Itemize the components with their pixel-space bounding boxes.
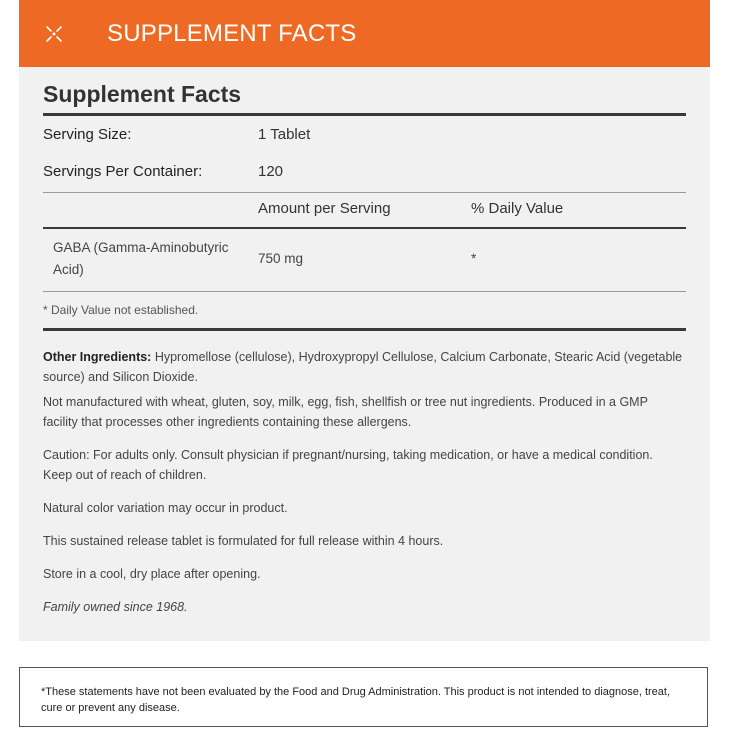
ingredient-daily-value: *	[471, 251, 477, 266]
supplement-facts-panel	[19, 67, 710, 641]
ingredient-divider	[43, 291, 686, 292]
servings-per-container-value: 120	[258, 163, 284, 180]
other-ingredients-text: Hypromellose (cellulose), Hydroxypropyl Cellulose, Calcium Carbonate, Stearic Acid (vegetable source) and Silicon Dioxide.	[43, 350, 683, 384]
facts-bottom-divider	[43, 328, 686, 331]
daily-value-header: % Daily Value	[471, 200, 564, 217]
ingredient-amount: 750 mg	[258, 251, 304, 266]
caution-statement: Caution: For adults only. Consult physician if pregnant/nursing, taking medication, or have a medical condition. Keep out of reach of children.	[43, 448, 653, 482]
release-note: This sustained release tablet is formulated for full release within 4 hours.	[43, 534, 444, 548]
servings-per-container-label: Servings Per Container:	[43, 163, 203, 180]
serving-size-label: Serving Size:	[43, 126, 132, 143]
servings-divider	[43, 192, 686, 193]
amount-per-serving-header: Amount per Serving	[258, 200, 391, 217]
sparkle-icon	[43, 23, 65, 45]
fda-disclaimer-text: *These statements have not been evaluated by the Food and Drug Administration. This product is not intended to diagnose, treat, cure or prevent any disease.	[41, 686, 671, 714]
allergen-statement: Not manufactured with wheat, gluten, soy, milk, egg, fish, shellfish or tree nut ingredients. Produced in a GMP facility that processes other ingredients containing these allergens.	[43, 395, 648, 429]
section-title: SUPPLEMENT FACTS	[107, 19, 357, 47]
title-divider	[43, 113, 686, 116]
other-ingredients	[43, 347, 683, 387]
other-ingredients-label: Other Ingredients:	[43, 350, 152, 364]
header-divider	[43, 227, 686, 229]
ingredient-name: GABA (Gamma-Aminobutyric Acid)	[53, 240, 229, 277]
family-owned-note: Family owned since 1968.	[43, 600, 188, 614]
serving-size-value: 1 Tablet	[258, 126, 311, 143]
fda-disclaimer-box	[19, 667, 708, 727]
section-header[interactable]	[19, 0, 710, 67]
daily-value-note: * Daily Value not established.	[43, 303, 199, 317]
facts-title: Supplement Facts	[43, 81, 242, 107]
storage-note: Store in a cool, dry place after opening.	[43, 567, 261, 581]
color-variation-note: Natural color variation may occur in product.	[43, 501, 288, 515]
